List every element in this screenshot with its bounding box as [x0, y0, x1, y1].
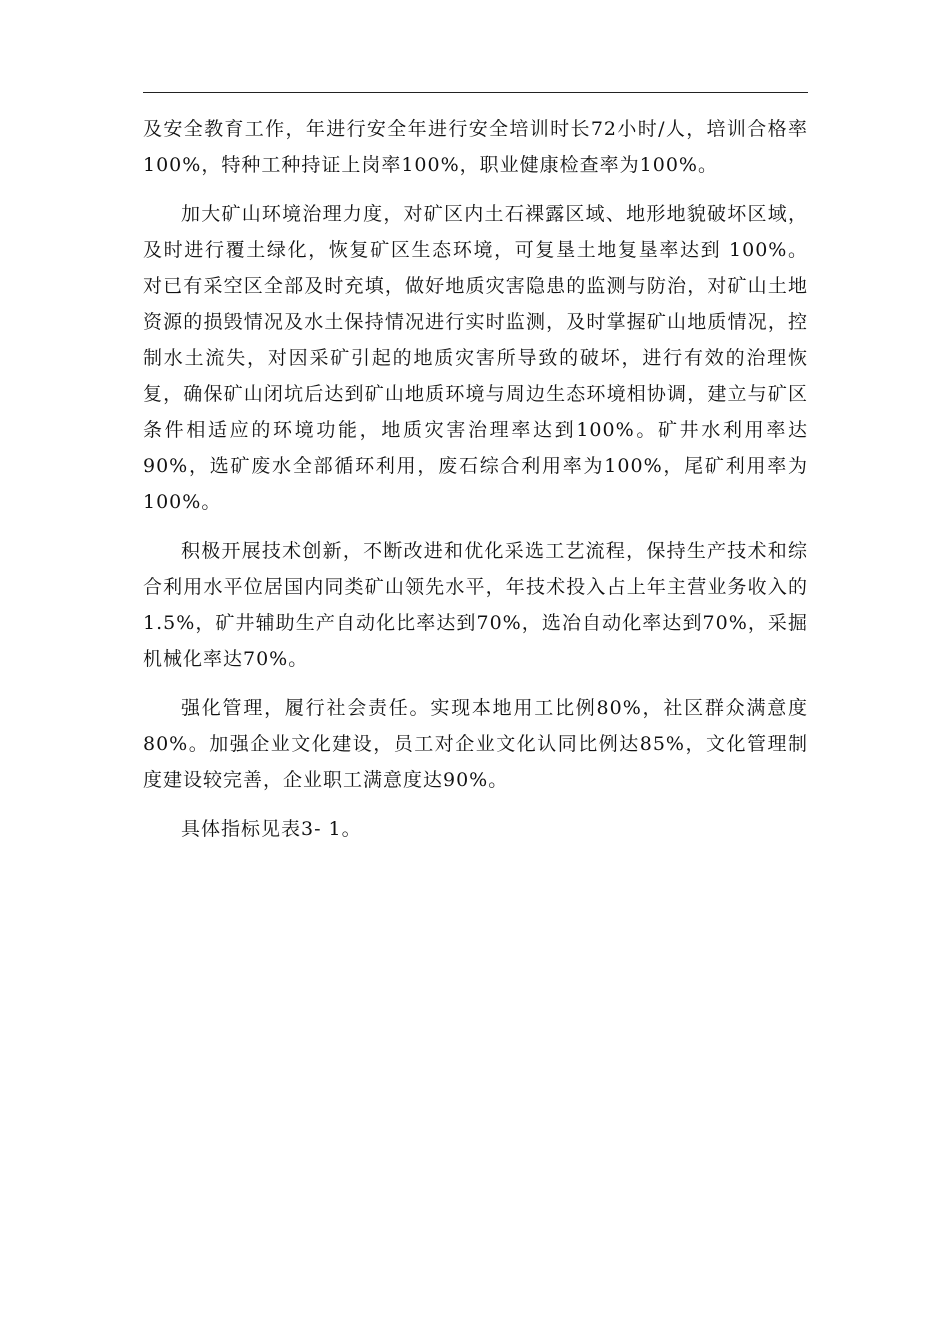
paragraph-table-reference: 具体指标见表3- 1。 [181, 818, 362, 840]
paragraph-environment-governance: 加大矿山环境治理力度，对矿区内土石裸露区域、地形地貌破坏区域，及时进行覆土绿化，恢复矿区生态环境，可复垦土地复垦率达到 100%。对已有采空区全部及时充填，做好地质灾害隐患的监测与防治，对矿山土地资源的损毁情况及水土保持情况进行实时监测，及时掌握矿山地质情况，控制水土流失，对因采矿引起的地质灾害所导致的破坏，进行有效的治理恢复，确保矿山闭坑后达到矿山地质环境与周边生态环境相协调，建立与矿区条件相适应的环境功能，地质灾害治理率达到100%。矿井水利用率达90%，选矿废水全部循环利用，废石综合利用率为100%，尾矿利用率为100%。 [143, 203, 808, 513]
header-rule [143, 92, 808, 93]
paragraph-management-responsibility: 强化管理，履行社会责任。实现本地用工比例80%，社区群众满意度80%。加强企业文化建设，员工对企业文化认同比例达85%，文化管理制度建设较完善，企业职工满意度达90%。 [143, 697, 808, 791]
body-text [143, 111, 808, 860]
paragraph-technology-innovation: 积极开展技术创新，不断改进和优化采选工艺流程，保持生产技术和综合利用水平位居国内同类矿山领先水平，年技术投入占上年主营业务收入的1.5%，矿井辅助生产自动化比率达到70%，选冶自动化率达到70%，采掘机械化率达70%。 [143, 540, 808, 670]
paragraph-continuation: 及安全教育工作，年进行安全年进行安全培训时长72小时/人，培训合格率100%，特种工种持证上岗率100%，职业健康检查率为100%。 [143, 118, 808, 176]
